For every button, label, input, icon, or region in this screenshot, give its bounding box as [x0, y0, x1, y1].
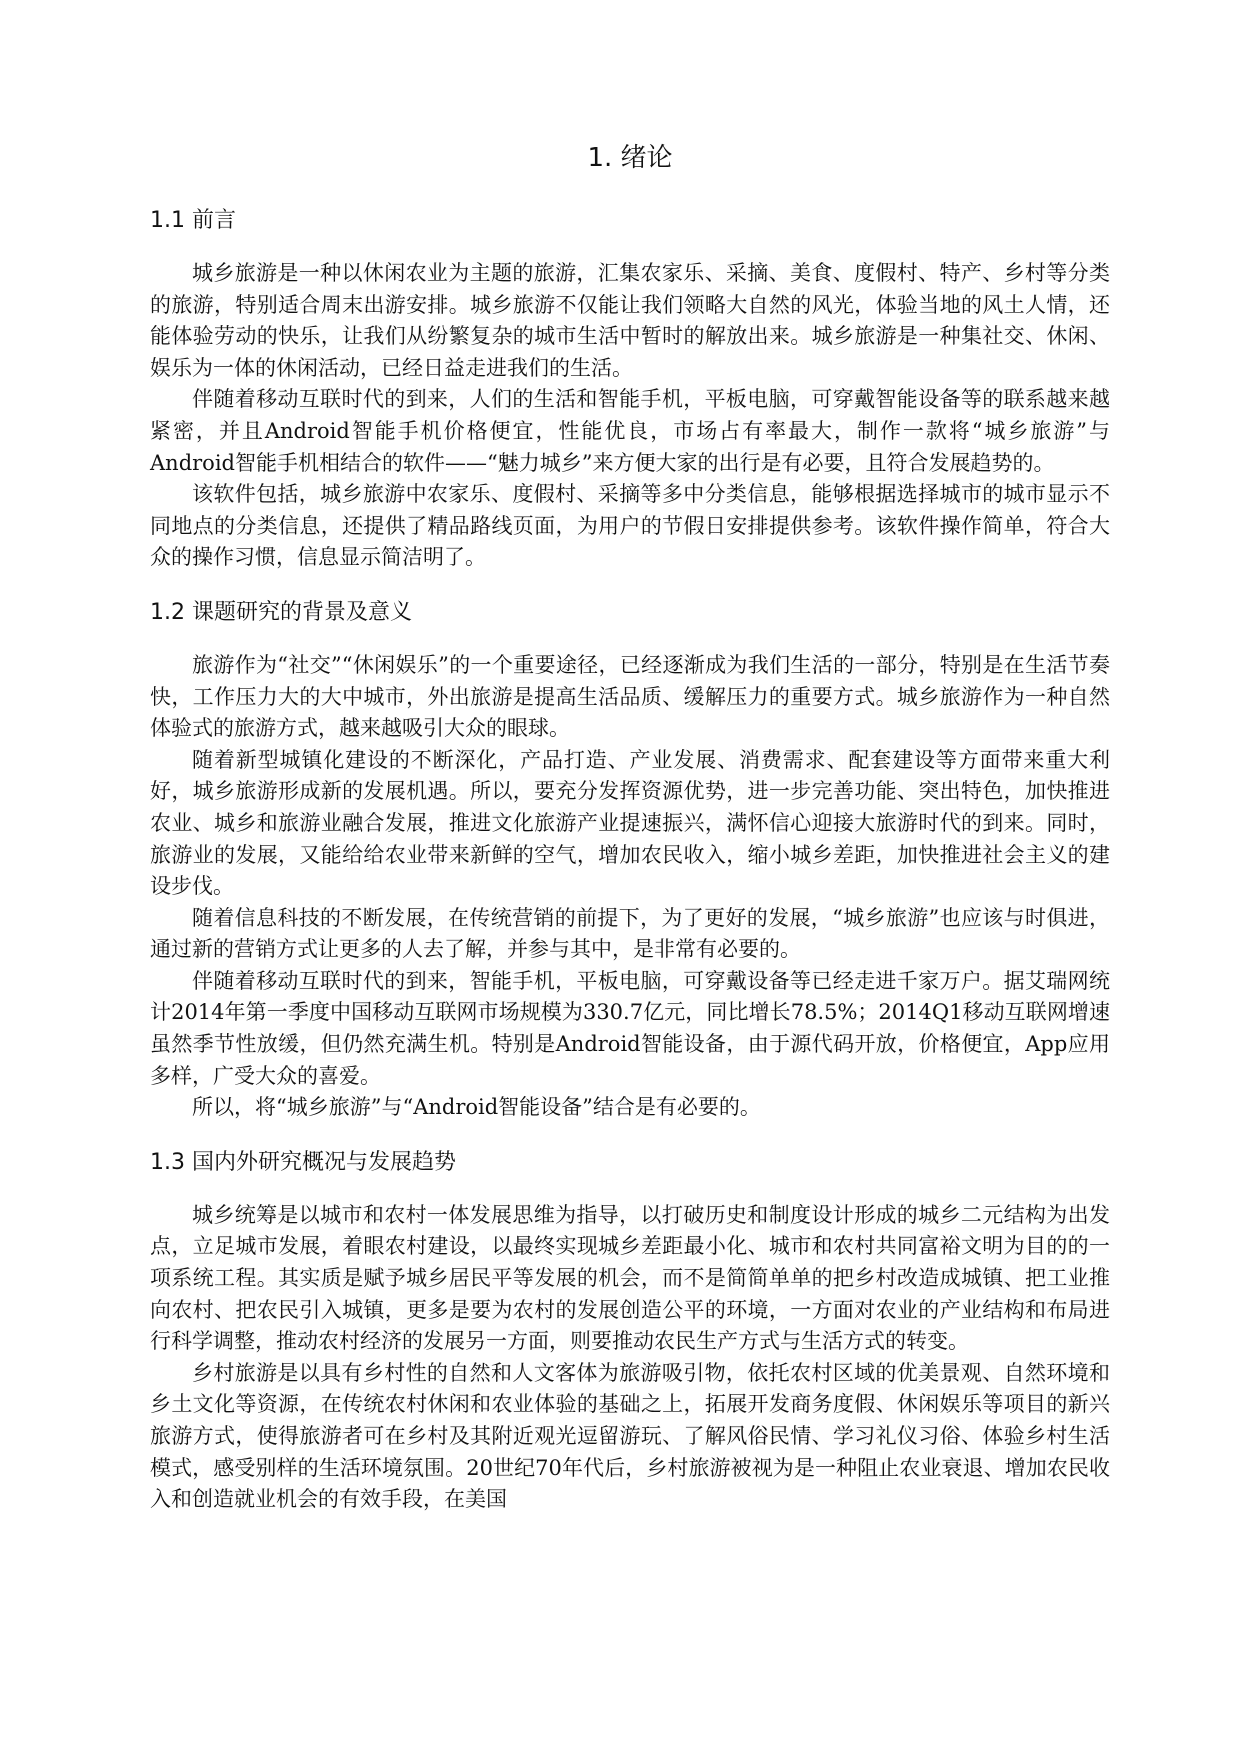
paragraph: 随着新型城镇化建设的不断深化，产品打造、产业发展、消费需求、配套建设等方面带来重大利好，城乡旅游形成新的发展机遇。所以，要充分发挥资源优势，进一步完善功能、突出特色，加快推进农业、城乡和旅游业融合发展，推进文化旅游产业提速振兴，满怀信心迎接大旅游时代的到来。同时，旅游业的发展，又能给给农业带来新鲜的空气，增加农民收入，缩小城乡差距，加快推进社会主义的建设步伐。	[150, 747, 1110, 899]
paragraph: 该软件包括，城乡旅游中农家乐、度假村、采摘等多中分类信息，能够根据选择城市的城市显示不同地点的分类信息，还提供了精品路线页面，为用户的节假日安排提供参考。该软件操作简单，符合大众的操作习惯，信息显示简洁明了。	[150, 482, 1110, 570]
section-title: 1.2 课题研究的背景及意义	[150, 599, 412, 625]
paragraph: 城乡统筹是以城市和农村一体发展思维为指导，以打破历史和制度设计形成的城乡二元结构为出发点，立足城市发展，着眼农村建设，以最终实现城乡差距最小化、城市和农村共同富裕文明为目的的一项系统工程。其实质是赋予城乡居民平等发展的机会，而不是简简单单的把乡村改造成城镇、把工业推向农村、把农民引入城镇，更多是要为农村的发展创造公平的环境，一方面对农业的产业结构和布局进行科学调整，推动农村经济的发展另一方面，则要推动农民生产方式与生活方式的转变。	[150, 1202, 1110, 1354]
section-research-overview	[150, 1148, 1110, 1516]
paragraph: 乡村旅游是以具有乡村性的自然和人文客体为旅游吸引物，依托农村区域的优美景观、自然环境和乡土文化等资源，在传统农村休闲和农业体验的基础之上，拓展开发商务度假、休闲娱乐等项目的新兴旅游方式，使得旅游者可在乡村及其附近观光逗留游玩、了解风俗民情、学习礼仪习俗、体验乡村生活模式，感受别样的生活环境氛围。20世纪70年代后，乡村旅游被视为是一种阻止农业衰退、增加农民收入和创造就业机会的有效手段，在美国	[150, 1360, 1110, 1512]
paragraph: 旅游作为“社交”“休闲娱乐”的一个重要途径，已经逐渐成为我们生活的一部分，特别是在生活节奏快，工作压力大的大中城市，外出旅游是提高生活品质、缓解压力的重要方式。城乡旅游作为一种自然体验式的旅游方式，越来越吸引大众的眼球。	[150, 652, 1110, 741]
section-title: 1.3 国内外研究概况与发展趋势	[150, 1149, 456, 1175]
document-page	[150, 140, 1110, 1540]
section-title: 1.1 前言	[150, 208, 236, 233]
paragraph: 城乡旅游是一种以休闲农业为主题的旅游，汇集农家乐、采摘、美食、度假村、特产、乡村等分类的旅游，特别适合周末出游安排。城乡旅游不仅能让我们领略大自然的风光，体验当地的风土人情，还能体验劳动的快乐，让我们从纷繁复杂的城市生活中暂时的解放出来。城乡旅游是一种集社交、休闲、娱乐为一体的休闲活动，已经日益走进我们的生活。	[150, 261, 1110, 380]
paragraph: 随着信息科技的不断发展，在传统营销的前提下，为了更好的发展，“城乡旅游”也应该与时俱进，通过新的营销方式让更多的人去了解，并参与其中，是非常有必要的。	[150, 905, 1110, 962]
paragraph: 所以，将“城乡旅游”与“Android智能设备”结合是有必要的。	[192, 1095, 761, 1120]
paragraph: 伴随着移动互联时代的到来，人们的生活和智能手机，平板电脑，可穿戴智能设备等的联系越来越紧密，并且Android智能手机价格便宜，性能优良，市场占有率最大，制作一款将“城乡旅游”与Android智能手机相结合的软件——“魅力城乡”来方便大家的出行是有必要，且符合发展趋势的。	[150, 387, 1110, 475]
chapter-title: 1. 绪论	[587, 143, 673, 173]
section-background	[150, 598, 1110, 1124]
section-preface	[150, 206, 1110, 574]
paragraph: 伴随着移动互联时代的到来，智能手机，平板电脑，可穿戴设备等已经走进千家万户。据艾瑞网统计2014年第一季度中国移动互联网市场规模为330.7亿元，同比增长78.5%；2014Q1移动互联网增速虽然季节性放缓，但仍然充满生机。特别是Android智能设备，由于源代码开放，价格便宜，App应用多样，广受大众的喜爱。	[150, 968, 1110, 1088]
